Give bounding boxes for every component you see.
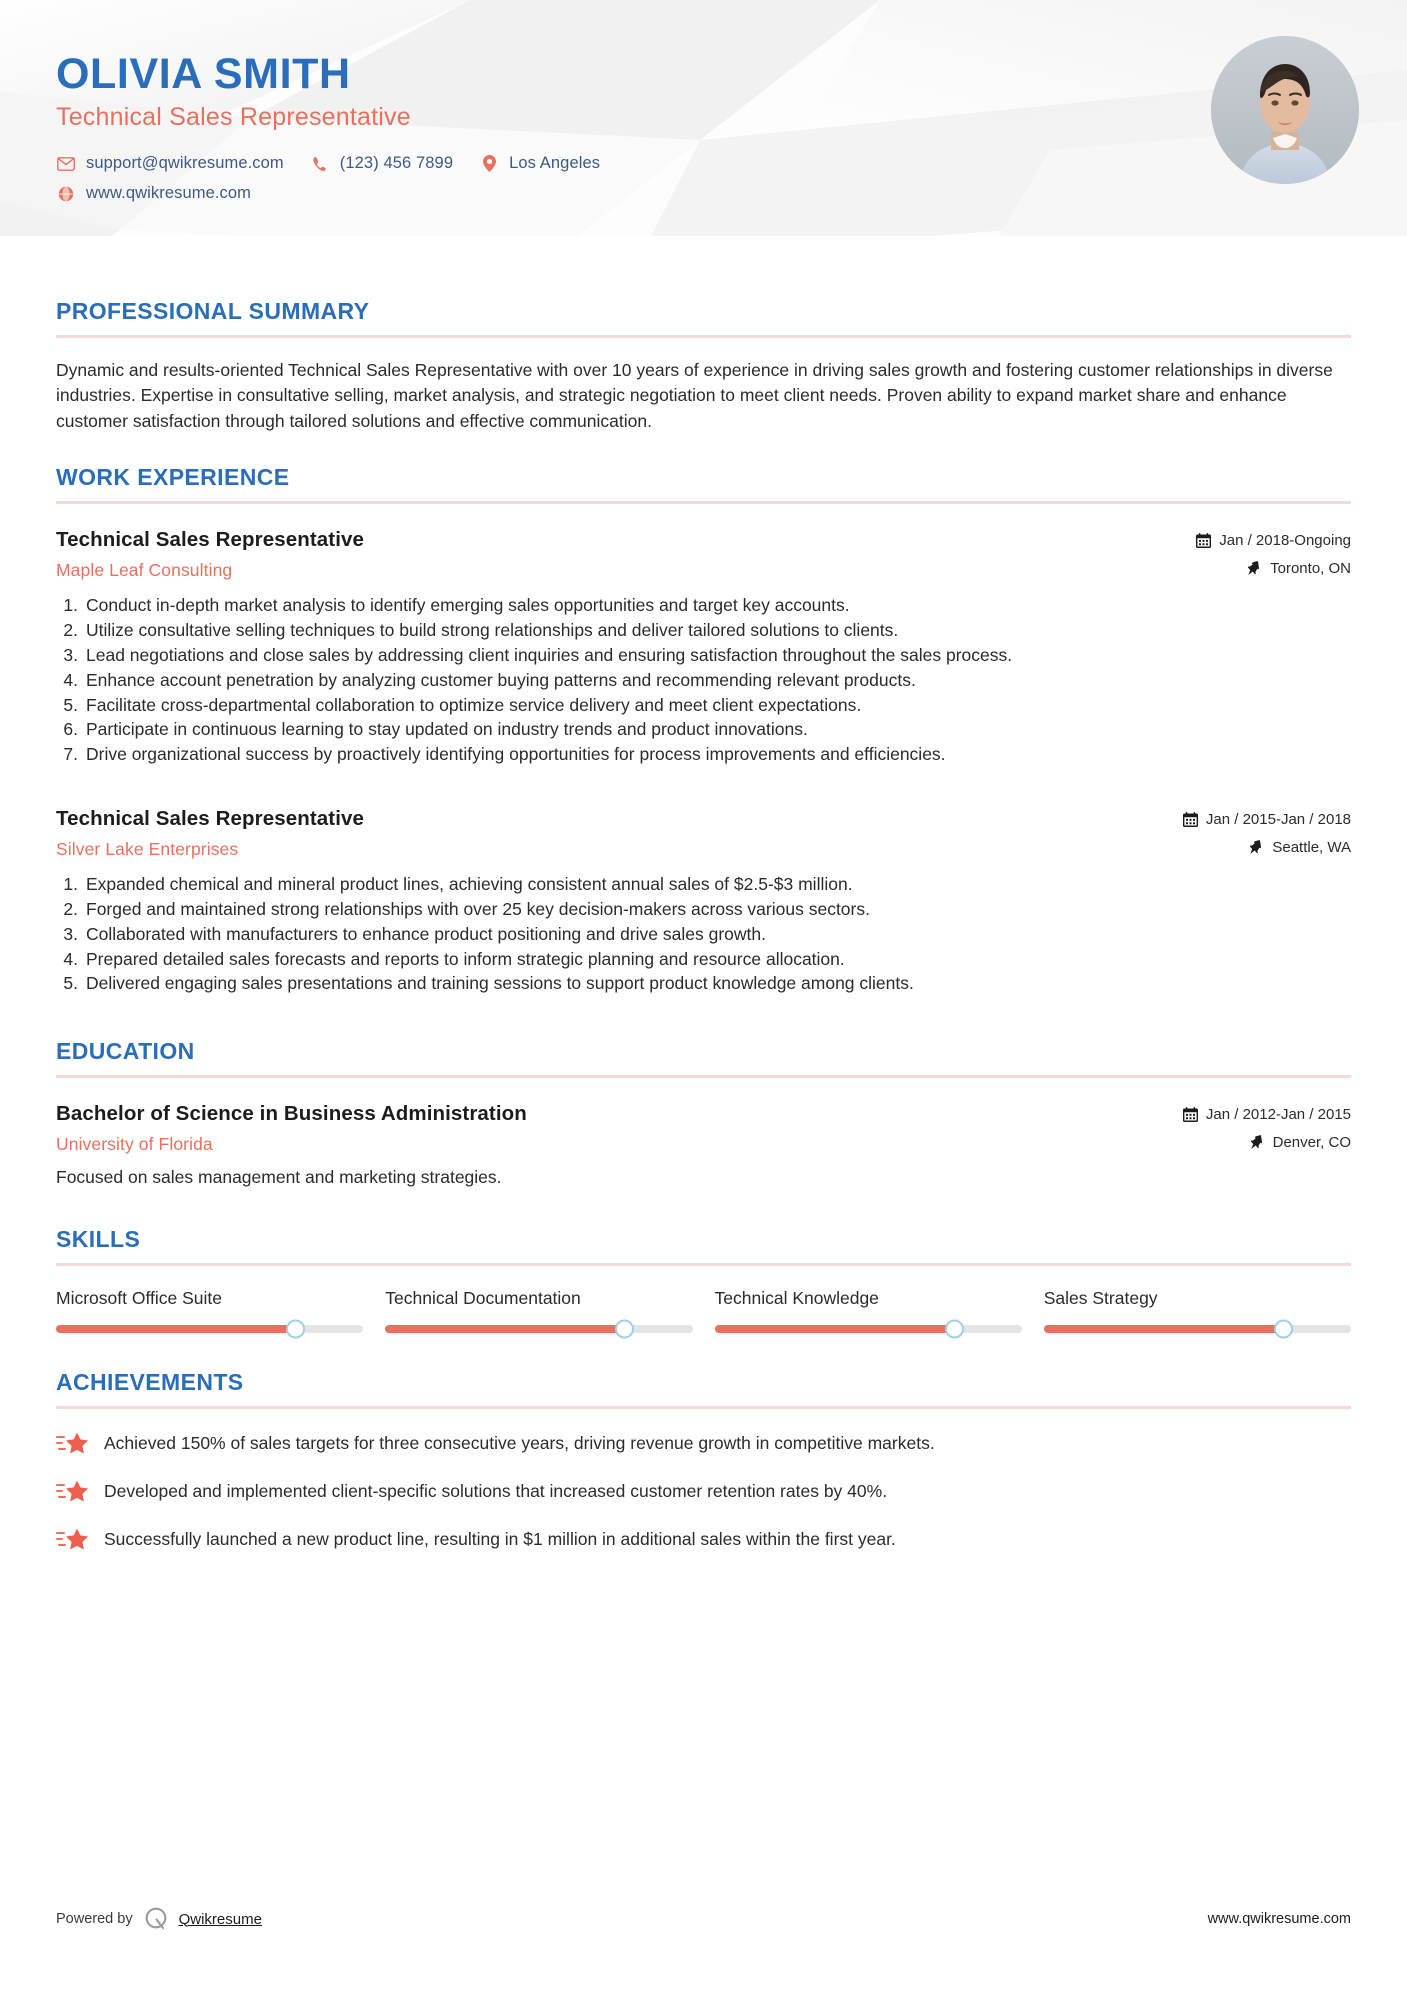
entry-location [1196, 560, 1351, 577]
globe-icon [56, 185, 76, 203]
section-divider [56, 1263, 1351, 1266]
experience-entry [56, 807, 1351, 996]
company-name: Maple Leaf Consulting [56, 560, 233, 581]
list-item [56, 618, 1351, 643]
entry-identity [56, 1102, 1183, 1155]
list-item [56, 897, 1351, 922]
entry-date [1183, 1106, 1351, 1123]
star-icon [56, 1431, 90, 1457]
list-item [56, 947, 1351, 972]
skill-label: Technical Documentation [385, 1288, 581, 1309]
entry-location-text: Denver, CO [1272, 1134, 1351, 1152]
skill-item [385, 1288, 692, 1333]
skill-label: Sales Strategy [1043, 1288, 1158, 1309]
skill-label: Technical Knowledge [714, 1288, 879, 1309]
list-item-text: Participate in continuous learning to stay updated on industry trends and product innovations. [86, 719, 808, 740]
list-item-text: Prepared detailed sales forecasts and reports to inform strategic planning and resource allocation. [86, 948, 845, 969]
entry-location [1183, 1134, 1351, 1151]
avatar [1211, 36, 1359, 184]
page-footer [56, 1906, 1351, 1932]
section-title-summary: PROFESSIONAL SUMMARY [56, 298, 370, 324]
entry-meta [1183, 807, 1351, 856]
education-description: Focused on sales management and marketing strategies. [56, 1167, 502, 1188]
skill-progress-knob[interactable] [286, 1320, 305, 1339]
list-item-text: Lead negotiations and close sales by addressing client inquiries and ensuring satisfaction throughout the sales process. [86, 644, 1013, 665]
list-item [56, 922, 1351, 947]
list-item-text: Conduct in-depth market analysis to identify emerging sales opportunities and target key accounts. [86, 595, 850, 616]
entry-location-text: Seattle, WA [1272, 839, 1351, 857]
skill-item [56, 1288, 363, 1333]
list-item-text: Forged and maintained strong relationships with over 25 key decision-makers across various sectors. [86, 898, 870, 919]
skill-progress-track[interactable] [56, 1325, 363, 1333]
profile-photo [1211, 36, 1359, 184]
skill-progress-fill [56, 1325, 296, 1333]
list-item-number: 2. [63, 898, 78, 919]
school-name: University of Florida [56, 1134, 213, 1155]
resume-header [0, 0, 1407, 268]
education-entry-list [56, 1102, 1351, 1190]
list-item-number: 6. [63, 719, 78, 740]
company-name: Silver Lake Enterprises [56, 839, 239, 860]
skill-progress-knob[interactable] [1274, 1320, 1293, 1339]
list-item [56, 668, 1351, 693]
entry-header [56, 807, 1351, 860]
achievements-list [56, 1431, 1351, 1553]
section-divider [56, 1075, 1351, 1078]
candidate-job-title: Technical Sales Representative [56, 103, 411, 132]
list-item [56, 693, 1351, 718]
entry-date-text: Jan / 2018-Ongoing [1219, 532, 1351, 550]
entry-date [1183, 811, 1351, 828]
qwikresume-logo-icon [143, 1906, 169, 1932]
entry-header [56, 528, 1351, 581]
entry-date-text: Jan / 2015-Jan / 2018 [1205, 811, 1351, 829]
list-item [56, 872, 1351, 897]
list-item [56, 971, 1351, 996]
section-achievements [56, 1369, 1351, 1553]
education-entry [56, 1102, 1351, 1190]
contact-website-text: www.qwikresume.com [86, 184, 252, 203]
entry-identity [56, 807, 1183, 860]
skill-label: Microsoft Office Suite [56, 1288, 222, 1309]
skill-progress-track[interactable] [385, 1325, 692, 1333]
list-item-text: Delivered engaging sales presentations and training sessions to support product knowledge among clients. [86, 973, 914, 994]
calendar-icon [1183, 1107, 1198, 1122]
location-pin-icon [1249, 840, 1264, 855]
list-item [56, 593, 1351, 618]
list-item-number: 5. [63, 973, 78, 994]
section-divider [56, 335, 1351, 338]
star-icon [56, 1479, 90, 1505]
powered-by-label: Powered by [56, 1911, 133, 1927]
location-pin-icon [1250, 1135, 1265, 1150]
job-role-title: Technical Sales Representative [56, 807, 364, 831]
list-item [56, 742, 1351, 767]
contact-location-text: Los Angeles [509, 154, 601, 173]
entry-location [1183, 839, 1351, 856]
section-title-skills: SKILLS [56, 1226, 141, 1253]
list-item-number: 2. [63, 619, 78, 640]
skill-progress-knob[interactable] [615, 1320, 634, 1339]
list-item-number: 4. [63, 669, 78, 690]
contact-location [479, 154, 600, 173]
list-item-number: 3. [63, 644, 78, 665]
entry-meta [1196, 528, 1351, 577]
list-item-text: Utilize consultative selling techniques to build strong relationships and deliver tailored solutions to clients. [86, 619, 899, 640]
contact-details [56, 154, 1407, 203]
achievement-text: Successfully launched a new product line, resulting in $1 million in additional sales within the first year. [104, 1529, 896, 1550]
section-title-education: EDUCATION [56, 1038, 195, 1065]
contact-email-text: support@qwikresume.com [86, 154, 284, 173]
skill-progress-fill [1044, 1325, 1284, 1333]
experience-entry [56, 528, 1351, 767]
entry-header [56, 1102, 1351, 1155]
section-skills [56, 1226, 1351, 1333]
location-pin-icon [479, 155, 499, 173]
footer-branding [56, 1906, 262, 1932]
contact-website[interactable] [56, 184, 251, 203]
section-title-experience: WORK EXPERIENCE [56, 464, 290, 491]
entry-identity [56, 528, 1196, 581]
section-title-achievements: ACHIEVEMENTS [56, 1369, 244, 1396]
contact-row-primary [56, 154, 1407, 173]
entry-date [1196, 532, 1351, 549]
achievement-item [56, 1431, 1351, 1457]
experience-entry-list [56, 528, 1351, 996]
job-role-title: Technical Sales Representative [56, 528, 364, 552]
skill-progress-knob[interactable] [945, 1320, 964, 1339]
list-item-text: Collaborated with manufacturers to enhance product positioning and drive sales growth. [86, 923, 766, 944]
footer-website: www.qwikresume.com [1207, 1911, 1351, 1927]
list-item-number: 3. [63, 923, 78, 944]
list-item [56, 717, 1351, 742]
section-divider [56, 1406, 1351, 1409]
achievement-text: Achieved 150% of sales targets for three consecutive years, driving revenue growth in competitive markets. [104, 1433, 935, 1454]
responsibility-list [56, 593, 1351, 767]
list-item-number: 7. [63, 744, 78, 765]
section-divider [56, 501, 1351, 504]
list-item-text: Facilitate cross-departmental collaboration to optimize service delivery and meet client expectations. [86, 694, 862, 715]
calendar-icon [1183, 812, 1198, 827]
degree-title: Bachelor of Science in Business Administration [56, 1102, 527, 1126]
skill-item [715, 1288, 1022, 1333]
section-work-experience [56, 464, 1351, 996]
list-item-text: Expanded chemical and mineral product lines, achieving consistent annual sales of $2.5-$3 million. [86, 874, 853, 895]
achievement-text: Developed and implemented client-specific solutions that increased customer retention rates by 40%. [104, 1481, 888, 1502]
skill-progress-fill [385, 1325, 625, 1333]
list-item-number: 4. [63, 948, 78, 969]
list-item-text: Drive organizational success by proactively identifying opportunities for process improvements and efficiencies. [86, 744, 946, 765]
achievement-item [56, 1527, 1351, 1553]
contact-row-secondary [56, 184, 1407, 203]
contact-phone[interactable] [310, 154, 453, 173]
list-item-number: 1. [63, 595, 78, 616]
skill-progress-track[interactable] [715, 1325, 1022, 1333]
achievement-item [56, 1479, 1351, 1505]
contact-phone-text: (123) 456 7899 [339, 154, 454, 173]
list-item-number: 5. [63, 694, 78, 715]
resume-body [0, 298, 1407, 1553]
candidate-name: OLIVIA SMITH [56, 50, 351, 98]
responsibility-list [56, 872, 1351, 996]
entry-meta [1183, 1102, 1351, 1151]
star-icon [56, 1527, 90, 1553]
contact-email[interactable] [56, 154, 284, 173]
skill-progress-track[interactable] [1044, 1325, 1351, 1333]
entry-date-text: Jan / 2012-Jan / 2015 [1205, 1106, 1351, 1124]
list-item-number: 1. [63, 874, 78, 895]
qwikresume-link[interactable]: Qwikresume [178, 1910, 262, 1928]
list-item-text: Enhance account penetration by analyzing customer buying patterns and recommending relevant products. [86, 669, 916, 690]
calendar-icon [1196, 533, 1211, 548]
email-icon [56, 155, 76, 173]
skill-progress-fill [715, 1325, 955, 1333]
list-item [56, 643, 1351, 668]
location-pin-icon [1247, 561, 1262, 576]
skills-grid [56, 1288, 1351, 1333]
section-professional-summary [56, 298, 1351, 434]
entry-location-text: Toronto, ON [1270, 560, 1351, 578]
skill-item [1044, 1288, 1351, 1333]
phone-icon [310, 155, 330, 173]
section-education [56, 1038, 1351, 1190]
summary-paragraph: Dynamic and results-oriented Technical Sales Representative with over 10 years of experience in driving sales growth and fostering customer relationships in diverse industries. Expertise in consultative selling, market analysis, and strategic negotiation to meet client needs. Proven ability to expand market share and enhance customer satisfaction through tailored solutions and effective communication. [56, 360, 1333, 431]
